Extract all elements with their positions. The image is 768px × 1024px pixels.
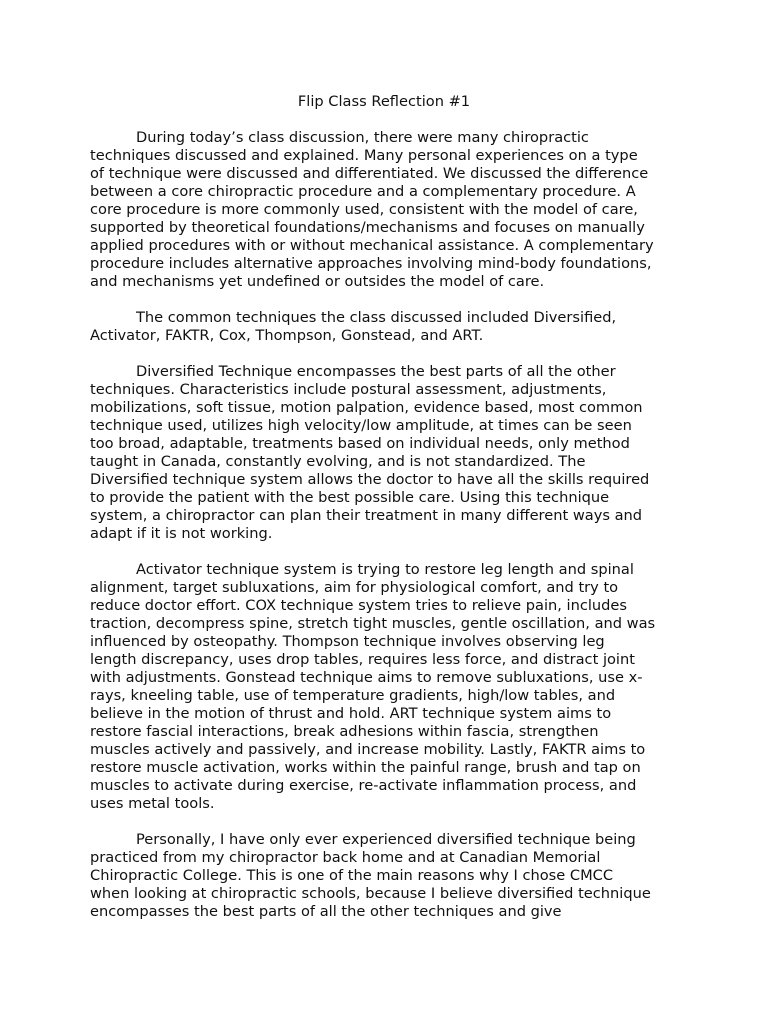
paragraph-class-discussion [90,129,690,291]
paragraph-personal-experience [90,831,690,921]
text-line: rays, kneeling table, use of temperature gradients, high/low tables, and [90,687,616,704]
paragraph-other-techniques [90,561,690,813]
text-line: Personally, I have only ever experienced diversified technique being [136,831,636,848]
text-line: Diversified Technique encompasses the best parts of all the other [136,363,616,380]
text-line: length discrepancy, uses drop tables, requires less force, and distract joint [90,651,635,668]
text-line: system, a chiropractor can plan their treatment in many different ways and [90,507,643,524]
text-line: practiced from my chiropractor back home and at Canadian Memorial [90,849,601,866]
text-line: procedure includes alternative approaches involving mind-body foundations, [90,255,652,272]
text-line: techniques discussed and explained. Many personal experiences on a type [90,147,638,164]
text-line: and mechanisms yet undefined or outsides the model of care. [90,273,545,290]
text-line: muscles actively and passively, and increase mobility. Lastly, FAKTR aims to [90,741,646,758]
text-line: During today’s class discussion, there were many chiropractic [136,129,589,146]
text-line: influenced by osteopathy. Thompson technique involves observing leg [90,633,605,650]
text-line: traction, decompress spine, stretch tight muscles, gentle oscillation, and was [90,615,656,632]
text-line: techniques. Characteristics include postural assessment, adjustments, [90,381,607,398]
text-line: believe in the motion of thrust and hold. ART technique system aims to [90,705,612,722]
document-title: Flip Class Reflection #1 [297,93,471,110]
text-line: encompasses the best parts of all the other techniques and give [90,903,562,920]
text-line: technique used, utilizes high velocity/low amplitude, at times can be seen [90,417,632,434]
text-line: applied procedures with or without mechanical assistance. A complementary [90,237,654,254]
text-line: restore fascial interactions, break adhesions within fascia, strengthen [90,723,599,740]
text-line: Chiropractic College. This is one of the main reasons why I chose CMCC [90,867,614,884]
text-line: The common techniques the class discussed included Diversified, [136,309,617,326]
paragraph-common-techniques [90,309,690,345]
text-line: between a core chiropractic procedure and a complementary procedure. A [90,183,636,200]
text-line: alignment, target subluxations, aim for physiological comfort, and try to [90,579,619,596]
text-line: Diversified technique system allows the doctor to have all the skills required [90,471,650,488]
text-line: mobilizations, soft tissue, motion palpation, evidence based, most common [90,399,643,416]
text-line: taught in Canada, constantly evolving, and is not standardized. The [90,453,586,470]
text-line: with adjustments. Gonstead technique aims to remove subluxations, use x- [90,669,643,686]
text-line: supported by theoretical foundations/mechanisms and focuses on manually [90,219,645,236]
text-line: uses metal tools. [90,795,215,812]
text-line: restore muscle activation, works within the painful range, brush and tap on [90,759,641,776]
text-line: Activator, FAKTR, Cox, Thompson, Gonstead, and ART. [90,327,484,344]
text-line: adapt if it is not working. [90,525,273,542]
text-line: reduce doctor effort. COX technique system tries to relieve pain, includes [90,597,628,614]
text-line: core procedure is more commonly used, consistent with the model of care, [90,201,638,218]
text-line: muscles to activate during exercise, re-activate inflammation process, and [90,777,637,794]
text-line: too broad, adaptable, treatments based on individual needs, only method [90,435,630,452]
text-line: of technique were discussed and differentiated. We discussed the difference [90,165,649,182]
text-line: to provide the patient with the best possible care. Using this technique [90,489,610,506]
text-line: Activator technique system is trying to restore leg length and spinal [136,561,634,578]
text-line: when looking at chiropractic schools, because I believe diversified technique [90,885,651,902]
paragraph-diversified [90,363,690,543]
document-body [90,129,690,939]
